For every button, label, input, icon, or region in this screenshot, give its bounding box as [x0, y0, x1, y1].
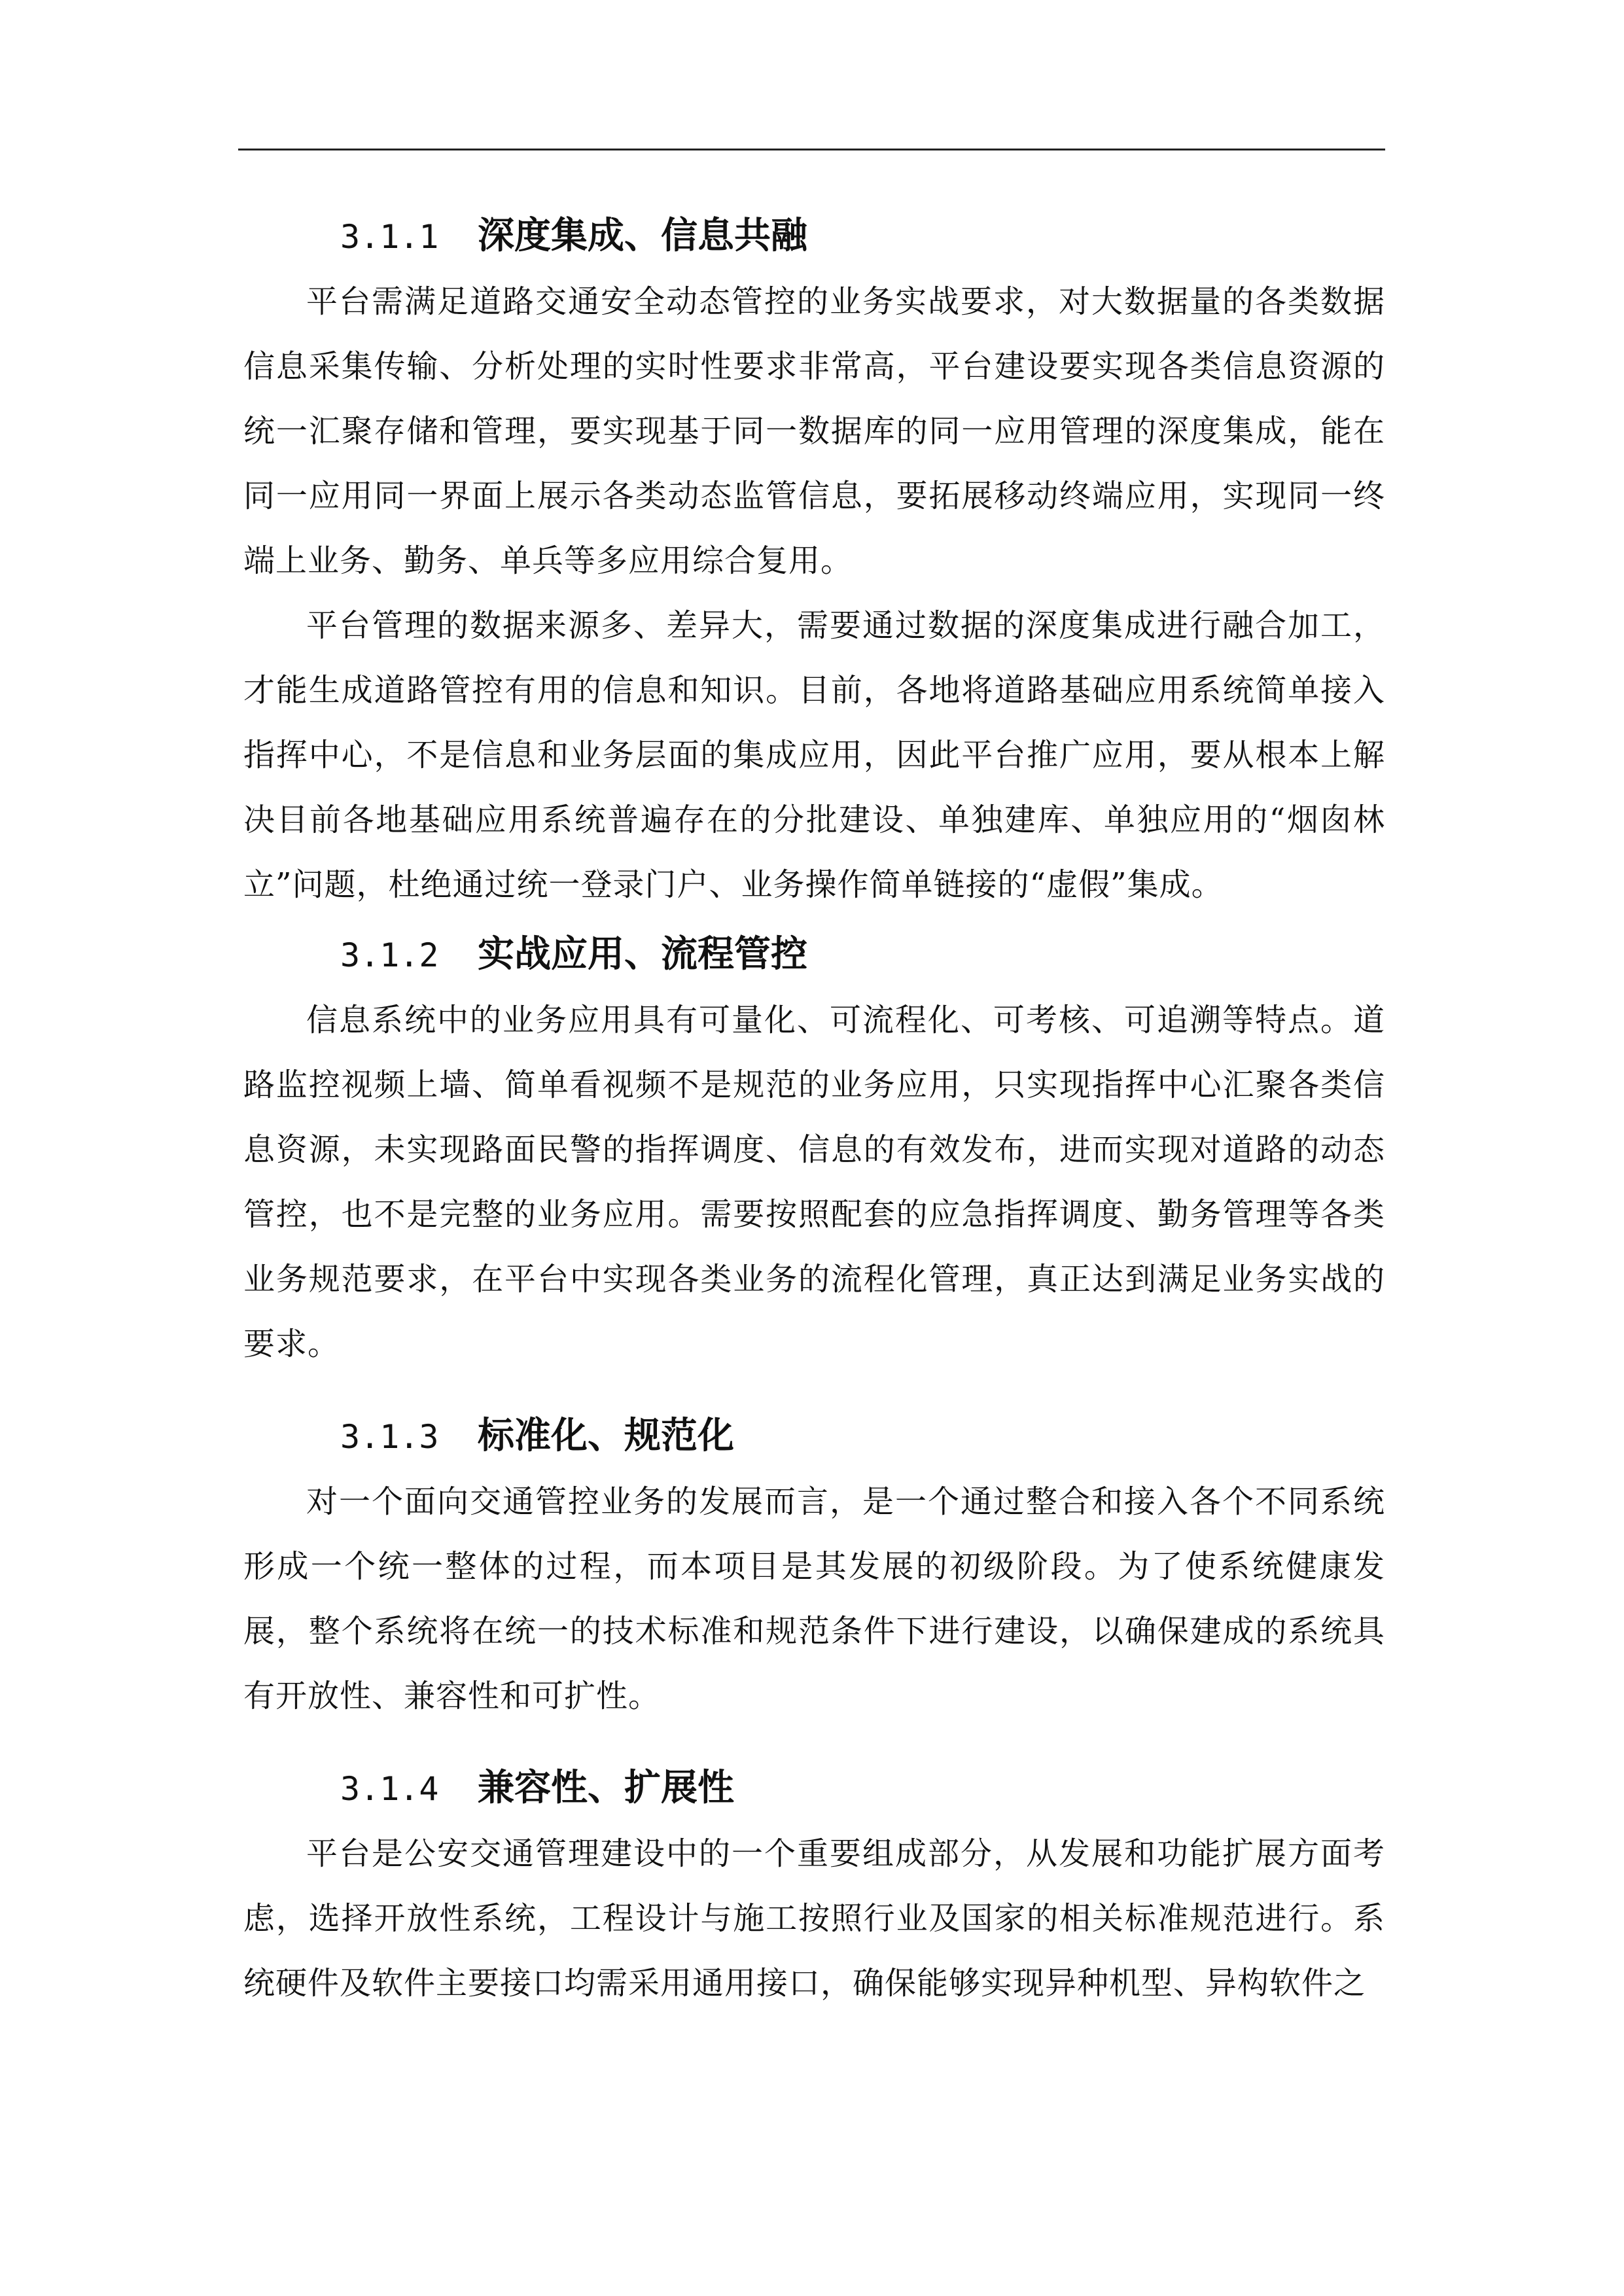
- section-title: 深度集成、信息共融: [478, 214, 807, 257]
- section-heading-3-1-1: [243, 203, 1385, 270]
- paragraph: 对一个面向交通管控业务的发展而言，是一个通过整合和接入各个不同系统形成一个统一整体的过程，而本项目是其发展的初级阶段。为了使系统健康发展，整个系统将在统一的技术标准和规范条件下进行建设，以确保建成的系统具有开放性、兼容性和可扩性。: [243, 1483, 1385, 1714]
- section-title: 兼容性、扩展性: [478, 1766, 734, 1809]
- section-title: 标准化、规范化: [478, 1414, 734, 1457]
- paragraph: 平台是公安交通管理建设中的一个重要组成部分，从发展和功能扩展方面考虑，选择开放性系统，工程设计与施工按照行业及国家的相关标准规范进行。系统硬件及软件主要接口均需采用通用接口，确保能够实现异种机型、异构软件之: [243, 1835, 1385, 2002]
- section-number: 3.1.3: [340, 1418, 439, 1456]
- section-title: 实战应用、流程管控: [478, 932, 807, 976]
- paragraph: 平台需满足道路交通安全动态管控的业务实战要求，对大数据量的各类数据信息采集传输、分析处理的实时性要求非常高，平台建设要实现各类信息资源的统一汇聚存储和管理，要实现基于同一数据库的同一应用管理的深度集成，能在同一应用同一界面上展示各类动态监管信息，要拓展移动终端应用，实现同一终端上业务、勤务、单兵等多应用综合复用。: [243, 283, 1385, 579]
- document-body: [243, 203, 1385, 2016]
- paragraph: 平台管理的数据来源多、差异大，需要通过数据的深度集成进行融合加工，才能生成道路管控有用的信息和知识。目前，各地将道路基础应用系统简单接入指挥中心，不是信息和业务层面的集成应用，因此平台推广应用，要从根本上解决目前各地基础应用系统普遍存在的分批建设、单独建库、单独应用的“烟囱林立”问题，杜绝通过统一登录门户、业务操作简单链接的“虚假”集成。: [243, 607, 1385, 903]
- section-heading-3-1-2: [243, 921, 1385, 988]
- section-number: 3.1.4: [340, 1770, 439, 1808]
- header-rule: [238, 149, 1385, 150]
- section-number: 3.1.2: [340, 936, 439, 974]
- section-heading-3-1-3: [243, 1403, 1385, 1470]
- section-number: 3.1.1: [340, 218, 439, 256]
- section-heading-3-1-4: [243, 1755, 1385, 1822]
- paragraph: 信息系统中的业务应用具有可量化、可流程化、可考核、可追溯等特点。道路监控视频上墙、简单看视频不是规范的业务应用，只实现指挥中心汇聚各类信息资源，未实现路面民警的指挥调度、信息的有效发布，进而实现对道路的动态管控，也不是完整的业务应用。需要按照配套的应急指挥调度、勤务管理等各类业务规范要求，在平台中实现各类业务的流程化管理，真正达到满足业务实战的要求。: [243, 1002, 1385, 1362]
